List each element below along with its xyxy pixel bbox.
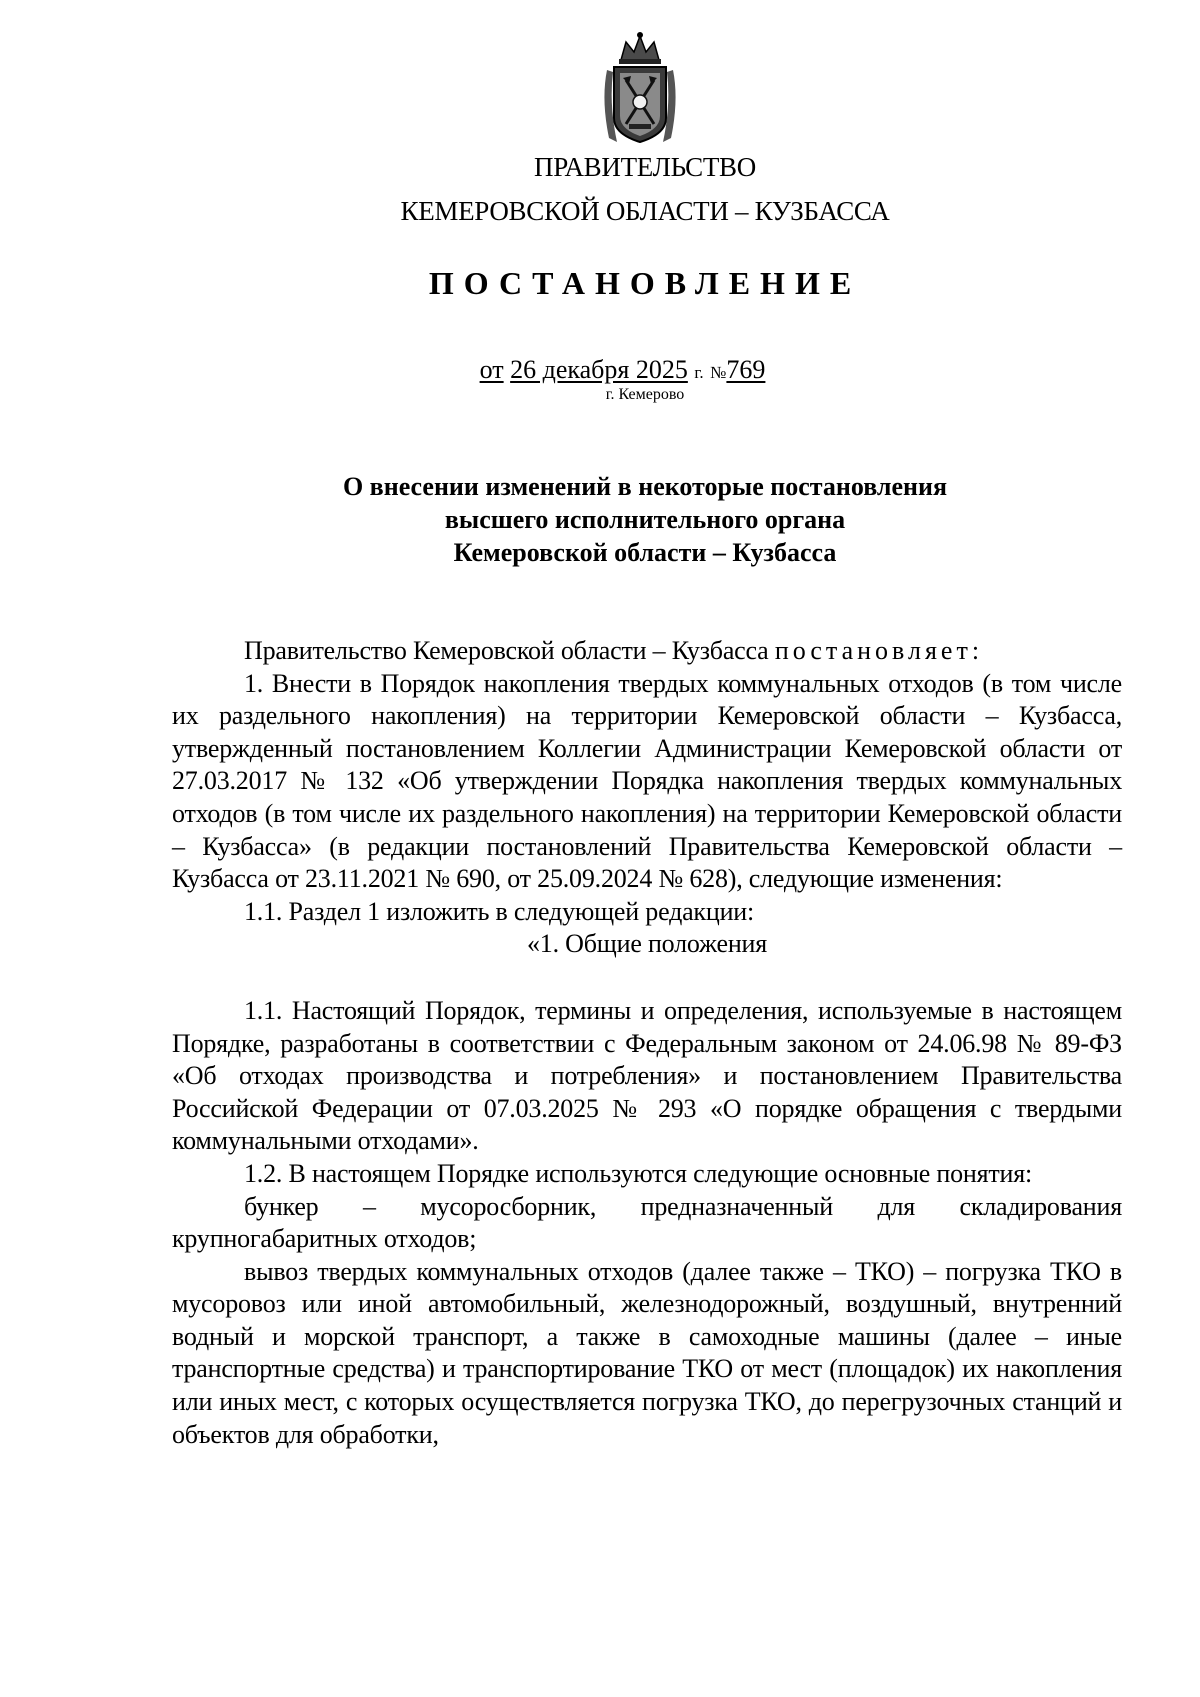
document-body (172, 635, 1122, 1451)
section-heading: «1. Общие положения (526, 929, 768, 959)
subject-line-2: высшего исполнительного органа (444, 505, 846, 534)
paragraph-1-1: 1.1. Раздел 1 изложить в следующей редакции: (244, 896, 755, 926)
paragraph-1: 1. Внести в Порядок накопления твердых коммунальных отходов (в том числе их раздельного накопления) на территории Кемеровской области – Кузбасса, утвержденный постановлением Коллегии Администрации Кемеровской области от 27.03.2017 № 132 «Об утверждении Порядка накопления твердых коммунальных отходов (в том числе их раздельного накопления) на территории Кемеровской области – Кузбасса» (в редакции постановлений Правительства Кемеровской области – Кузбасса от 23.11.2021 № 690, от 25.09.2024 № 628), следующие изменения: (172, 668, 1122, 894)
subject-line-3: Кемеровской области – Кузбасса (453, 538, 837, 567)
coat-of-arms-icon (599, 30, 681, 148)
region-heading: КЕМЕРОВСКОЙ ОБЛАСТИ – КУЗБАССА (400, 196, 890, 226)
definition-waste-export: вывоз твердых коммунальных отходов (далее также – ТКО) – погрузка ТКО в мусоровоз или иной автомобильный, железнодорожный, воздушный, внутренний водный и морской транспорт, а также в самоходные машины (далее – иные транспортные средства) и транспортирование ТКО от мест (площадок) их накопления или иных мест, с которых осуществляется погрузка ТКО, до перегрузочных станций и объектов для обработки, (172, 1256, 1122, 1449)
preamble (172, 635, 1122, 668)
city: г. Кемерово (605, 386, 685, 403)
preamble-text: Правительство Кемеровской области – Кузбасса (244, 636, 769, 665)
decree-subject (45, 470, 1200, 569)
subject-line-1: О внесении изменений в некоторые постановления (342, 472, 948, 501)
document-type-title: ПОСТАНОВЛЕНИЕ (428, 265, 862, 301)
preamble-resolves: постановляет: (774, 636, 984, 665)
year-suffix: г. (694, 363, 704, 382)
clause-1-1: 1.1. Настоящий Порядок, термины и определения, используемые в настоящем Порядке, разработаны в соответствии с Федеральным законом от 24.06.98 № 89-ФЗ «Об отходах производства и потребления» и постановлением Правительства Российской Федерации от 07.03.2025 № 293 «О порядке обращения с твердыми коммунальными отходами». (172, 995, 1122, 1156)
number-sign: № (710, 363, 727, 382)
dateline-from: от (479, 355, 504, 384)
definition-bunker: бункер – мусоросборник, предназначенный для складирования крупногабаритных отходов; (172, 1191, 1122, 1254)
government-heading: ПРАВИТЕЛЬСТВО (534, 152, 756, 182)
clause-1-2: 1.2. В настоящем Порядке используются следующие основные понятия: (244, 1158, 1033, 1188)
spacer (172, 961, 1122, 995)
decree-number: 769 (726, 355, 766, 384)
decree-date: 26 декабря 2025 (510, 355, 688, 384)
